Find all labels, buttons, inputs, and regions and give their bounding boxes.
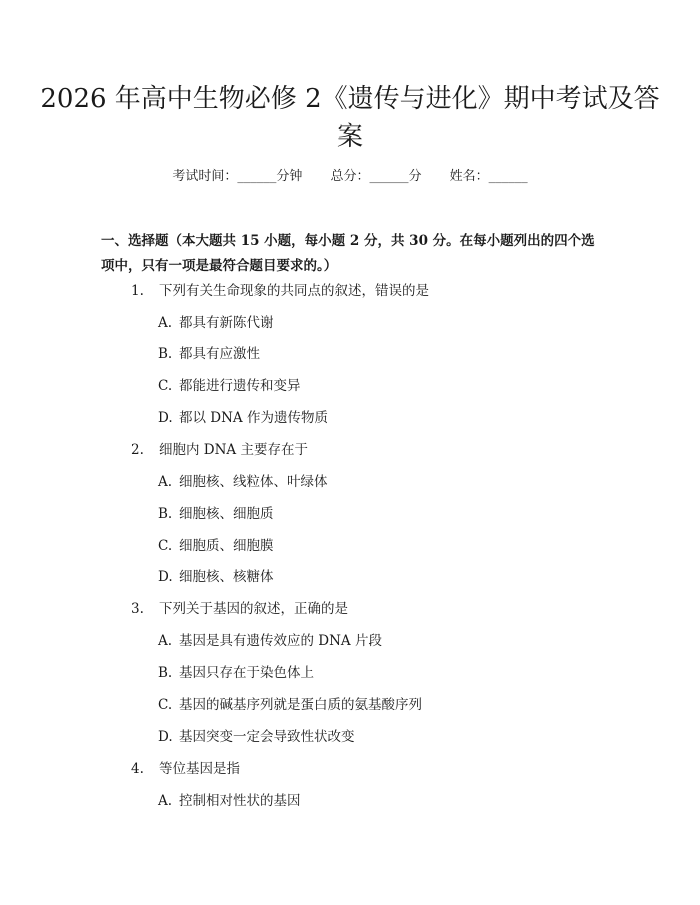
option-text: 都以 DNA 作为遗传物质	[179, 410, 328, 426]
option-letter: D.	[158, 729, 173, 745]
option-letter: D.	[158, 410, 173, 426]
question-3-option-c	[158, 696, 422, 714]
option-text: 基因是具有遗传效应的 DNA 片段	[179, 633, 382, 649]
question-1-option-a	[158, 314, 274, 332]
question-3-option-a	[158, 632, 382, 650]
question-3-option-b	[158, 664, 314, 682]
question-2	[131, 441, 308, 459]
question-1	[131, 282, 429, 300]
exam-title: 2026 年高中生物必修 2《遗传与进化》期中考试及答案	[40, 84, 660, 152]
option-text: 控制相对性状的基因	[179, 793, 301, 809]
section-heading: 一、选择题（本大题共 15 小题，每小题 2 分，共 30 分。在每小题列出的四个选项中，只有一项是最符合题目要求的。）	[101, 233, 595, 274]
option-letter: D.	[158, 569, 173, 585]
option-letter: A.	[158, 633, 173, 649]
question-3	[131, 600, 348, 618]
question-2-option-a	[158, 473, 328, 491]
option-text: 都能进行遗传和变异	[179, 378, 301, 394]
option-text: 都具有新陈代谢	[179, 315, 274, 331]
question-1-option-d	[158, 409, 328, 427]
option-text: 细胞核、核糖体	[179, 569, 274, 585]
option-letter: B.	[158, 346, 173, 362]
option-text: 基因的碱基序列就是蛋白质的氨基酸序列	[179, 697, 422, 713]
question-number: 4.	[131, 761, 144, 777]
question-2-option-b	[158, 505, 274, 523]
option-letter: C.	[158, 538, 173, 554]
question-stem: 等位基因是指	[159, 761, 240, 777]
exam-meta	[0, 168, 700, 186]
question-number: 3.	[131, 601, 144, 617]
student-name-field: 姓名：______	[449, 169, 528, 184]
option-letter: C.	[158, 378, 173, 394]
question-3-option-d	[158, 728, 355, 746]
option-text: 基因突变一定会导致性状改变	[179, 729, 355, 745]
question-2-option-c	[158, 537, 274, 555]
total-score-field: 总分：______分	[330, 169, 422, 184]
option-text: 细胞核、线粒体、叶绿体	[179, 474, 328, 490]
question-stem: 下列有关生命现象的共同点的叙述，错误的是	[159, 283, 429, 299]
option-text: 细胞核、细胞质	[179, 506, 274, 522]
question-number: 2.	[131, 442, 144, 458]
option-text: 细胞质、细胞膜	[179, 538, 274, 554]
question-stem: 细胞内 DNA 主要存在于	[159, 442, 308, 458]
option-letter: B.	[158, 665, 173, 681]
question-stem: 下列关于基因的叙述，正确的是	[159, 601, 348, 617]
question-number: 1.	[131, 283, 144, 299]
exam-time-field: 考试时间：______分钟	[172, 169, 303, 184]
question-1-option-c	[158, 377, 301, 395]
option-letter: A.	[158, 315, 173, 331]
option-letter: A.	[158, 474, 173, 490]
question-4-option-a	[158, 792, 301, 810]
question-4	[131, 760, 240, 778]
option-letter: B.	[158, 506, 173, 522]
option-text: 基因只存在于染色体上	[179, 665, 314, 681]
option-letter: A.	[158, 793, 173, 809]
question-2-option-d	[158, 568, 274, 586]
option-letter: C.	[158, 697, 173, 713]
option-text: 都具有应激性	[179, 346, 260, 362]
question-1-option-b	[158, 345, 260, 363]
